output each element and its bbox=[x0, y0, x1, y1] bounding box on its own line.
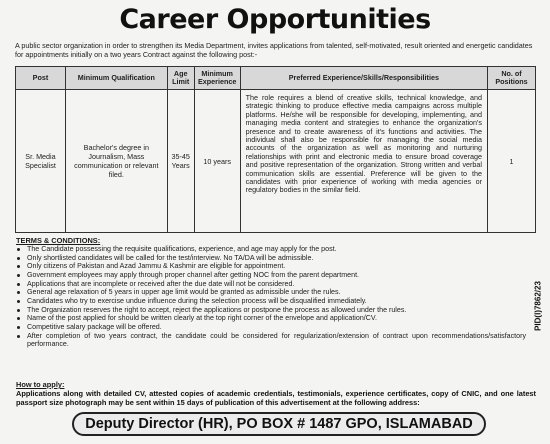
list-item: Only shortlisted candidates will be called for the test/interview. No TA/DA will be admissible. bbox=[16, 254, 526, 263]
pid-text: PID(I)7862/23 bbox=[533, 281, 543, 331]
pid-label bbox=[531, 246, 545, 366]
terms-list bbox=[16, 245, 526, 349]
list-item: Candidates who try to exercise undue influence during the selection process will be disqualified immediately. bbox=[16, 297, 526, 306]
list-item: The Organization reserves the right to accept, reject the applications or postpone the process as allowed under the rules. bbox=[16, 306, 526, 315]
page-title: Career Opportunities bbox=[119, 4, 431, 35]
cell-post: Sr. Media Specialist bbox=[16, 90, 66, 233]
cell-experience: 10 years bbox=[194, 90, 240, 233]
terms-heading: TERMS & CONDITIONS: bbox=[16, 236, 101, 245]
posts-table bbox=[15, 66, 536, 233]
cell-positions: 1 bbox=[488, 90, 536, 233]
header-positions: No. of Positions bbox=[488, 67, 536, 90]
list-item: Competitive salary package will be offered. bbox=[16, 323, 526, 332]
header-responsibilities: Preferred Experience/Skills/Responsibilities bbox=[240, 67, 487, 90]
cell-responsibilities: The role requires a blend of creative skills, technical knowledge, and strategic thinking to produce effective media campaigns across multiple platforms. He/she will be responsible for developing, implementing, and managing media content and strategies to enhance the organization's presence and to create awareness of it's functions and activities. The individual shall also be responsible for managing the social media accounts of the organization as well as monitoring and nurturing relationships with print and electronic media to ensure broad coverage and positive representation of the organization. Strong written and verbal communication skills are essential. Preference will be given to the candidates with prior experience of working with media agencies or regulatory bodies in the similar field. bbox=[240, 90, 487, 233]
header-post: Post bbox=[16, 67, 66, 90]
how-to-apply-text: Applications along with detailed CV, attested copies of academic credentials, testimonials, experience certificates, copy of CNIC, and one latest passport size photograph may be sent within 15 days of publication of this advertisement at the following address: bbox=[16, 389, 536, 407]
address-box: Deputy Director (HR), PO BOX # 1487 GPO, ISLAMABAD bbox=[72, 412, 486, 436]
list-item: The Candidate possessing the requisite qualifications, experience, and age may apply for the post. bbox=[16, 245, 526, 254]
table-header-row bbox=[16, 67, 536, 90]
list-item: Applications that are incomplete or received after the due date will not be considered. bbox=[16, 280, 526, 289]
list-item: Government employees may apply through proper channel after getting NOC from the parent department. bbox=[16, 271, 526, 280]
list-item: Only citizens of Pakistan and Azad Jammu & Kashmir are eligible for appointment. bbox=[16, 262, 526, 271]
how-to-apply-heading: How to apply: bbox=[16, 380, 65, 389]
cell-qualification: Bachelor's degree in Journalism, Mass communication or relevant filed. bbox=[65, 90, 167, 233]
intro-paragraph: A public sector organization in order to strengthen its Media Department, invites applications from talented, self-motivated, result oriented and energetic candidates for appointments initially on a two years Contract against the following post:- bbox=[15, 41, 533, 59]
header-experience: Minimum Experience bbox=[194, 67, 240, 90]
header-qualification: Minimum Qualification bbox=[65, 67, 167, 90]
header-age: Age Limit bbox=[167, 67, 194, 90]
table-row bbox=[16, 90, 536, 233]
list-item: Name of the post applied for should be written clearly at the top right corner of the envelope and application/CV. bbox=[16, 314, 526, 323]
cell-age: 35-45 Years bbox=[167, 90, 194, 233]
list-item: After completion of two years contract, the candidate could be considered for regularization/extension of contract upon recommendations/satisfactory performance. bbox=[16, 332, 526, 349]
list-item: General age relaxation of 5 years in upper age limit would be granted as admissible under the rules. bbox=[16, 288, 526, 297]
